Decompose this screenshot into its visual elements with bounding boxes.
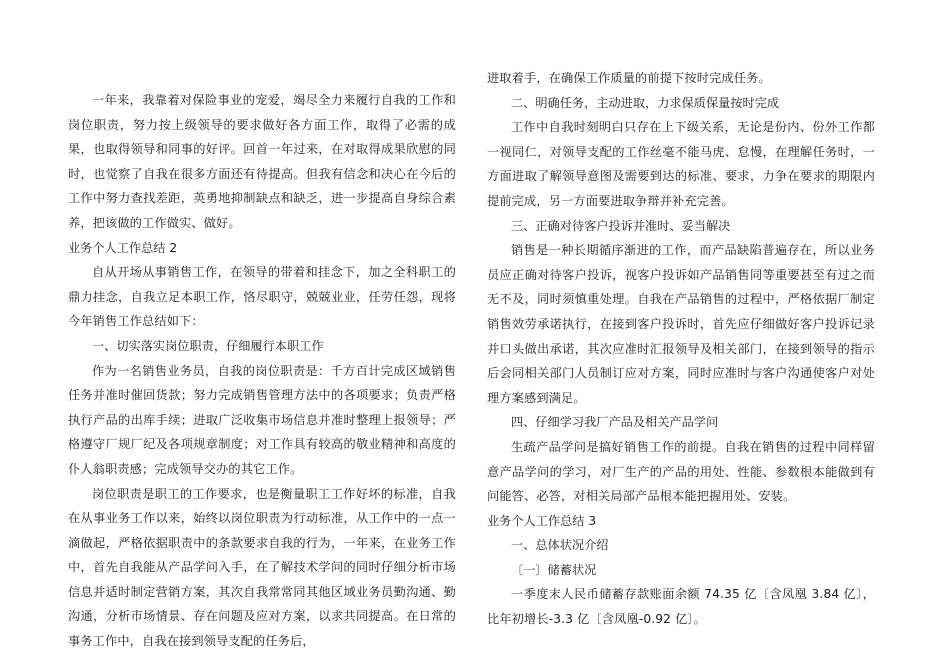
subheading: 一、总体状况介绍 [511, 538, 609, 553]
left-column [68, 88, 456, 654]
paragraph: 生疏产品学问是搞好销售工作的前提。自我在销售的过程中同样留意产品学问的学习，对厂生产的产品的用处、性能、参数根本能做到有问能答、必答，对相关局部产品根本能把握用处、安装。 [487, 439, 875, 504]
paragraph: 自从开场从事销售工作，在领导的带着和挂念下，加之全科职工的鼎力挂念，自我立足本职工作，恪尽职守，兢兢业业，任劳任怨，现将今年销售工作总结如下： [68, 265, 456, 329]
subheading: 一、切实落实岗位职责，仔细履行本职工作 [92, 338, 324, 353]
subheading: 二、明确任务，主动进取，力求保质保量按时完成 [511, 95, 780, 110]
paragraph: 作为一名销售业务员，自我的岗位职责是：千方百计完成区域销售任务并准时催回货款；努力完成销售管理方法中的各项要求；负责严格执行产品的出库手续；进取广泛收集市场信息并准时整理上报领导；严格遵守厂规厂纪及各项规章制度；对工作具有较高的敬业精神和高度的仆人翁职责感；完成领导交办的其它工作。 [68, 363, 456, 476]
paragraph: 工作中自我时刻明白只存在上下级关系，无论是份内、份外工作都一视同仁，对领导支配的工作丝毫不能马虎、怠慢，在理解任务时，一方面进取了解领导意图及需要到达的标准、要求，力争在要求的期限内提前完成，另一方面要进取争辩并补充完善。 [487, 120, 875, 208]
paragraph: 岗位职责是职工的工作要求，也是衡量职工工作好坏的标准，自我在从事业务工作以来，始终以岗位职责为行动标准，从工作中的一点一滴做起，严格依据职责中的条款要求自我的行为，一年来，在业务工作中，首先自我能从产品学问入手，在了解技术学问的同时仔细分析市场信息并适时制定营销方案，其次自我常常同其他区域业务员勤沟通、勤沟通，分析市场情景、存在问题及应对方案，以求共同提高。在日常的事务工作中，自我在接到领导支配的任务后， [68, 486, 456, 649]
right-column [487, 66, 875, 632]
paragraph: 销售是一种长期循序渐进的工作，而产品缺陷普遍存在，所以业务员应正确对待客户投诉，视客户投诉如产品销售同等重要甚至有过之而无不及，同时须慎重处理。自我在产品销售的过程中，严格依据厂制定销售效劳承诺执行，在接到客户投诉时，首先应仔细做好客户投诉记录并口头做出承诺，其次应准时汇报领导及相关部门，在接到领导的指示后会同相关部门人员制订应对方案，同时应准时与客户沟通使客户对处理方案感到满足。 [487, 243, 875, 405]
paragraph: 一季度末人民币储蓄存款账面余额 74.35 亿〔含凤凰 3.84 亿〕，比年初增长-3.3 亿〔含凤凰-0.92 亿〕。 [487, 587, 875, 627]
section-title: 业务个人工作总结 2 [68, 240, 178, 255]
paragraph: 一年来，我靠着对保险事业的宠爱，竭尽全力来履行自我的工作和岗位职责，努力按上级领导的要求做好各方面工作，取得了必需的成果，也取得领导和同事的好评。回首一年过来，在对取得成果欣慰的同时，也觉察了自我在很多方面还有待提高。但我有信念和决心在今后的工作中努力查找差距，英勇地抑制缺点和缺乏，进一步提高自身综合素养，把该做的工作做实、做好。 [68, 93, 456, 230]
subheading: 四、仔细学习我厂产品及相关产品学问 [511, 415, 719, 430]
paragraph: 进取着手，在确保工作质量的前提下按时完成任务。 [487, 71, 771, 85]
subheading: 三、正确对待客户投诉并准时、妥当解决 [511, 218, 731, 233]
section-title: 业务个人工作总结 3 [487, 513, 597, 528]
subheading: 〔一〕储蓄状况 [511, 562, 597, 577]
